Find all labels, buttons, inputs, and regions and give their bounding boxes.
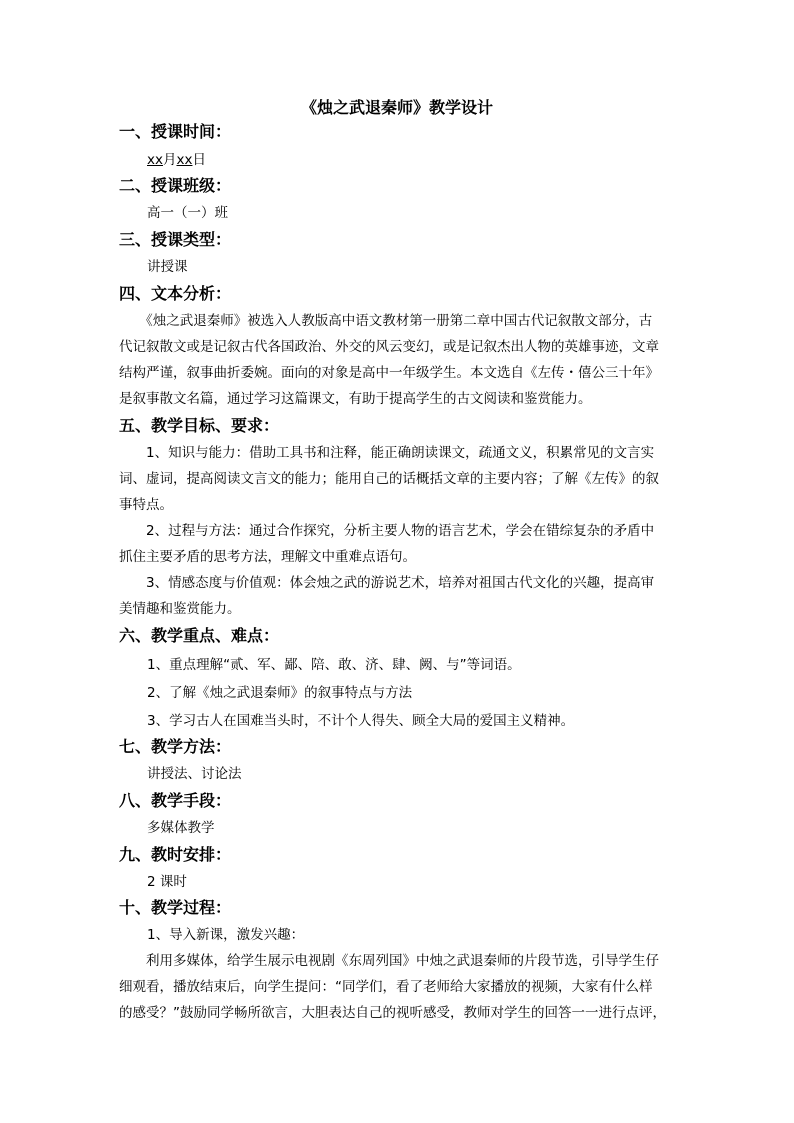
keypoint-item: 3、学习古人在国难当头时，不计个人得失、顾全大局的爱国主义精神。 (147, 713, 575, 729)
section-heading-goals: 五、教学目标、要求： (119, 416, 280, 435)
lesson-date (147, 151, 206, 169)
day-label: 日 (192, 152, 206, 168)
section-heading-type: 三、授课类型： (119, 230, 232, 249)
section-heading-analysis: 四、文本分析： (119, 284, 232, 303)
process-step: 1、导入新课，激发兴趣： (147, 927, 305, 943)
keypoint-item: 2、了解《烛之武退秦师》的叙事特点与方法 (147, 685, 413, 701)
document-title: 《烛之武退秦师》教学设计 (300, 98, 493, 117)
goals-line: 1、知识与能力：借助工具书和注释，能正确朗读课文，疏通文义，积累常见的文言实 (119, 445, 655, 461)
goals-line: 事特点。 (119, 497, 173, 513)
month-placeholder: xx (147, 152, 163, 168)
goals-line: 3、情感态度与价值观：体会烛之武的游说艺术，培养对祖国古代文化的兴趣，提高审 (119, 575, 655, 591)
section-heading-process: 十、教学过程： (119, 898, 232, 917)
goals-line: 2、过程与方法：通过合作探究，分析主要人物的语言艺术，学会在错综复杂的矛盾中 (119, 523, 655, 539)
class-text: 高一（一）班 (147, 205, 228, 221)
section-heading-methods: 七、教学方法： (119, 737, 232, 756)
process-line: 的感受？”鼓励同学畅所欲言，大胆表达自己的视听感受，教师对学生的回答一一进行点评， (119, 1005, 666, 1021)
methods-text: 讲授法、讨论法 (147, 766, 242, 782)
month-label: 月 (162, 152, 177, 168)
goals-line: 抓住主要矛盾的思考方法，理解文中重难点语句。 (119, 549, 416, 565)
section-heading-time: 一、授课时间： (119, 122, 232, 141)
analysis-line: 代记叙散文或是记叙古代各国政治、外交的风云变幻，或是记叙杰出人物的英雄事迹，文章 (119, 339, 659, 355)
process-line: 利用多媒体，给学生展示电视剧《东周列国》中烛之武退秦师的片段节选，引导学生仔 (119, 953, 659, 969)
goals-line: 美情趣和鉴赏能力。 (119, 601, 241, 617)
section-heading-keypoints: 六、教学重点、难点： (119, 626, 280, 645)
process-line: 细观看，播放结束后，向学生提问：“同学们，看了老师给大家播放的视频，大家有什么样 (119, 979, 653, 995)
day-placeholder: xx (176, 152, 193, 168)
keypoint-item: 1、重点理解“贰、军、鄙、陪、敢、济、肆、阙、与”等词语。 (147, 657, 521, 673)
type-text: 讲授课 (147, 259, 188, 275)
section-heading-class: 二、授课班级： (119, 176, 232, 195)
goals-line: 词、虚词，提高阅读文言文的能力；能用自己的话概括文章的主要内容；了解《左传》的叙 (119, 471, 659, 487)
section-heading-schedule: 九、教时安排： (119, 845, 232, 864)
means-text: 多媒体教学 (147, 820, 215, 836)
analysis-line: 是叙事散文名篇，通过学习这篇课文，有助于提高学生的古文阅读和鉴赏能力。 (119, 391, 592, 407)
section-heading-means: 八、教学手段： (119, 791, 232, 810)
analysis-line: 结构严谨，叙事曲折委婉。面向的对象是高中一年级学生。本文选自《左传・僖公三十年》 (119, 365, 659, 381)
schedule-text: 2 课时 (147, 874, 187, 890)
analysis-line: 《烛之武退秦师》被选入人教版高中语文教材第一册第二章中国古代记叙散文部分，古 (119, 313, 653, 329)
